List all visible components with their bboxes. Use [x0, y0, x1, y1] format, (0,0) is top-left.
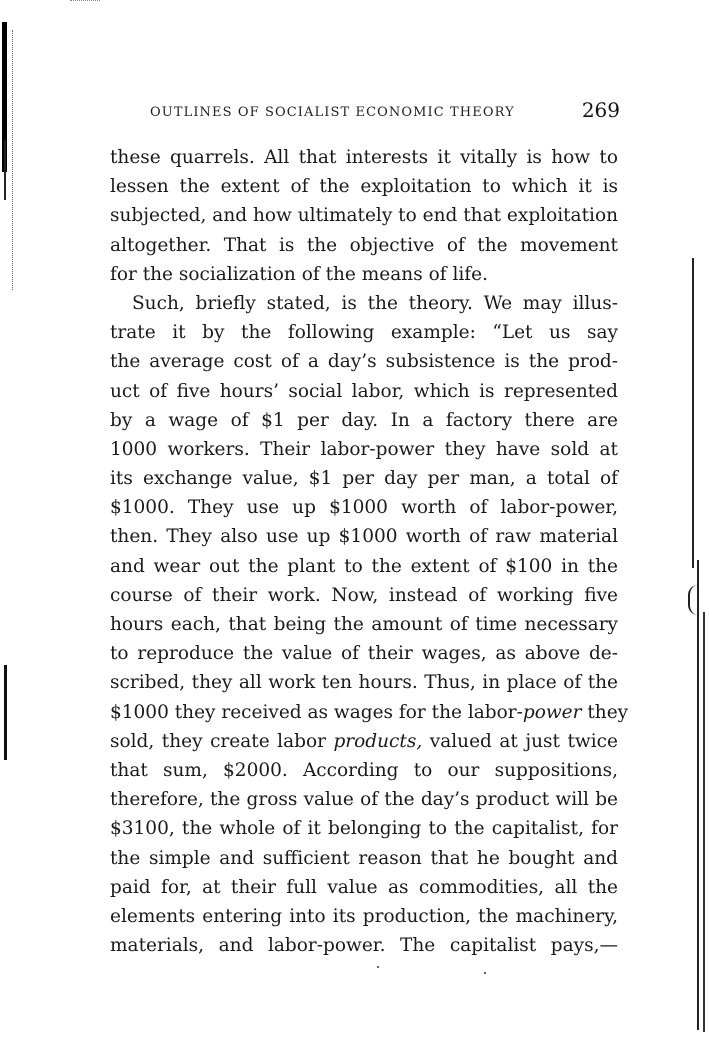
scan-edge-mark-left-lower: [4, 665, 7, 760]
scan-edge-mark-right: [692, 258, 694, 568]
text-line: $3100, the whole of it belonging to the capitalist, for: [110, 818, 618, 840]
scan-bracket-mark-right: [688, 585, 700, 615]
text-line: for the socialization of the means of life.: [110, 263, 488, 285]
text-line: $1000. They use up $1000 worth of labor-power,: [110, 497, 618, 519]
scan-edge-mark-left-secondary: [4, 140, 6, 200]
text-line: the simple and sufficient reason that he bought and: [110, 847, 618, 869]
text-line: the average cost of a day’s subsistence is the prod-: [110, 351, 618, 373]
text-line: by a wage of $1 per day. In a factory there are: [110, 409, 618, 431]
running-title: OUTLINES OF SOCIALIST ECONOMIC THEORY: [150, 105, 515, 120]
text-line: lessen the extent of the exploitation to which it is: [110, 176, 618, 198]
text-line: 1000 workers. Their labor-power they have sold at: [110, 438, 618, 460]
text-line: trate it by the following example: “Let us say: [110, 322, 618, 344]
text-line: paid for, at their full value as commodities, all the: [110, 876, 618, 898]
text-segment: valued at just twice: [422, 730, 618, 752]
text-line: hours each, that being the amount of time necessary: [110, 614, 618, 635]
text-line: that sum, $2000. According to our suppositions,: [110, 759, 618, 781]
scan-speck-top: [70, 0, 100, 9]
text-line: and wear out the plant to the extent of $100 in the: [110, 555, 618, 577]
scan-speck: [377, 966, 379, 968]
text-line-with-italic: [110, 727, 618, 756]
text-segment: sold, they create labor: [110, 730, 334, 752]
page-body: [110, 143, 629, 960]
scan-dotted-edge-left: [12, 30, 14, 290]
scan-edge-mark-right-secondary: [697, 560, 699, 1030]
text-line: these quarrels. All that interests it vitally is how to: [110, 147, 618, 168]
text-line: scribed, they all work ten hours. Thus, in place of the: [110, 672, 618, 694]
text-segment: $1000 they received as wages for the labor-: [110, 701, 523, 723]
italic-word: products,: [333, 730, 423, 752]
text-line: therefore, the gross value of the day’s product will be: [110, 789, 618, 811]
text-line: then. They also use up $1000 worth of raw material: [110, 526, 618, 548]
scan-edge-mark-right-tertiary: [703, 612, 705, 1032]
text-line: course of their work. Now, instead of working five: [110, 584, 618, 606]
scan-speck: [484, 972, 486, 974]
text-line: its exchange value, $1 per day per man, a total of: [110, 468, 618, 490]
text-line: to reproduce the value of their wages, as above de-: [110, 643, 618, 665]
text-line-with-italic: [110, 698, 629, 727]
page-header: [110, 97, 620, 127]
italic-word: power: [522, 701, 582, 723]
page-number: 269: [581, 98, 620, 122]
text-line: subjected, and how ultimately to end that exploitation: [110, 205, 618, 227]
text-line: Such, briefly stated, is the theory. We may illus-: [132, 292, 618, 314]
text-line: altogether. That is the objective of the movement: [110, 234, 618, 256]
text-line: materials, and labor-power. The capitalist pays,—: [110, 935, 618, 957]
text-segment: they: [581, 701, 629, 723]
text-line: elements entering into its production, the machinery,: [110, 905, 618, 927]
text-line: uct of five hours’ social labor, which is represented: [110, 380, 618, 402]
